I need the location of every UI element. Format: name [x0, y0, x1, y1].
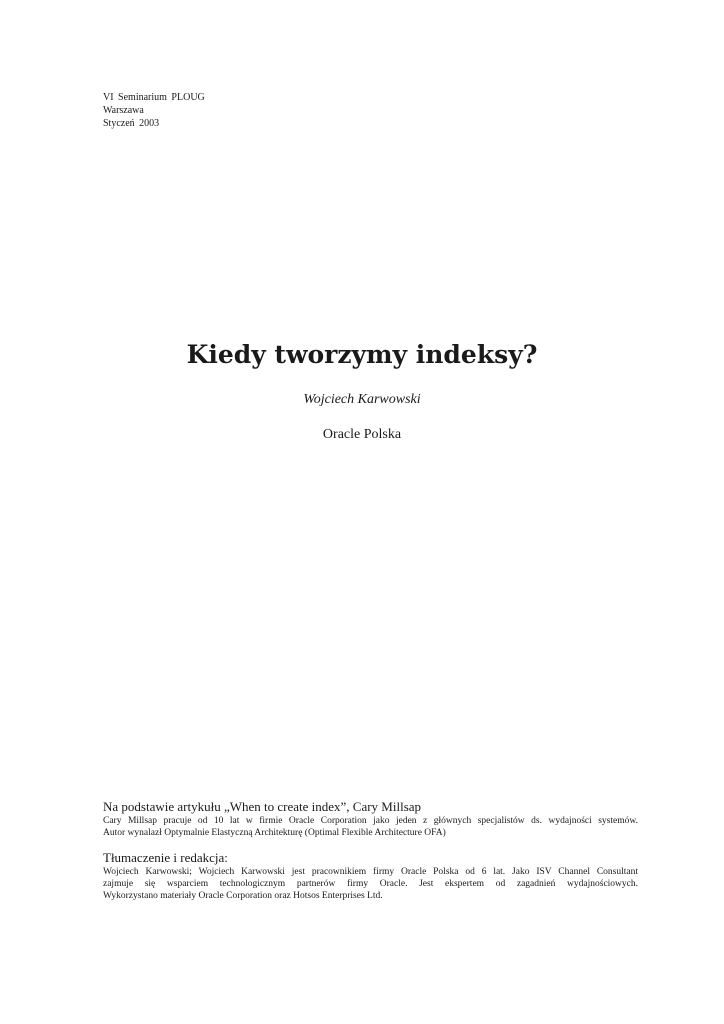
author-organization: Oracle Polska: [322, 427, 402, 442]
translation-note-line: Wykorzystano materiały Oracle Corporation oraz Hotsos Enterprises Ltd.: [103, 891, 383, 901]
seminar-city: Warszawa: [103, 105, 144, 116]
seminar-date: Styczeń 2003: [103, 118, 160, 129]
author-name: Wojciech Karwowski: [303, 392, 421, 407]
source-note: [103, 799, 638, 839]
source-note-line: Cary Millsap pracuje od 10 lat w firmie Oracle Corporation jako jeden z głównych specjalistów ds. wydajności systemów.: [103, 816, 638, 826]
translation-note-heading: Tłumaczenie i redakcja:: [103, 850, 228, 865]
document-title: Kiedy tworzymy indeksy?: [186, 340, 538, 369]
source-note-line: Autor wynalazł Optymalnie Elastyczną Architekturę (Optimal Flexible Architecture OFA): [103, 828, 446, 838]
translation-note: [103, 850, 638, 902]
translation-note-line: Wojciech Karwowski; Wojciech Karwowski jest pracownikiem firmy Oracle Polska od 6 lat. Jako ISV Channel Consultant: [103, 867, 638, 877]
source-note-heading: Na podstawie artykułu „When to create index”, Cary Millsap: [103, 799, 422, 814]
seminar-header: [103, 91, 205, 130]
translation-note-line: zajmuje się wsparciem technologicznym partnerów firmy Oracle. Jest ekspertem od zagadnień wydajnościowych.: [103, 879, 638, 889]
seminar-name: VI Seminarium PLOUG: [103, 92, 205, 103]
